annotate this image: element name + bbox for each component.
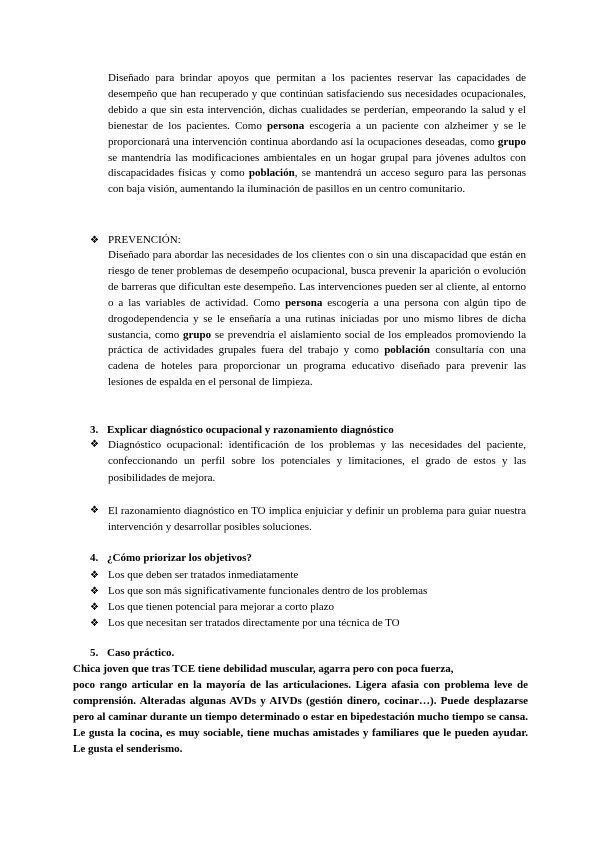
diamond-bullet-icon: ❖: [90, 439, 99, 450]
section-4-heading: 4. ¿Cómo priorizar los objetivos?: [90, 552, 252, 564]
diamond-bullet-icon: ❖: [90, 235, 99, 246]
diamond-bullet-icon: ❖: [90, 505, 99, 516]
list-item: ❖ Los que deben ser tratados inmediatamente: [90, 567, 298, 584]
section-3-heading: 3. Explicar diagnóstico ocupacional y razonamiento diagnóstico: [90, 424, 394, 436]
case-line-1: Chica joven que tras TCE tiene debilidad muscular, agarra pero con poca fuerza,: [73, 663, 454, 675]
bold-grupo-2: grupo: [183, 328, 212, 341]
diamond-bullet-icon: ❖: [90, 586, 99, 597]
bold-poblacion-2: población: [384, 344, 431, 357]
razonamiento-bullet: El razonamiento diagnóstico en TO implica enjuiciar y definir un problema para guiar nuestra intervención y desarrollar posibles soluciones.: [108, 505, 526, 534]
case-paragraph: poco rango articular en la mayoría de las articulaciones. Ligera afasia con problema leve de comprensión. Alteradas algunas AVDs y AIVDs (gestión dinero, cocinar…). Puede desplazarse pero al caminar durante un tiempo determinado o estar en bipedestación mucho tiempo se cansa.: [73, 679, 528, 724]
diamond-bullet-icon: ❖: [90, 570, 99, 581]
case-text: [73, 661, 528, 758]
mantenimiento-paragraph: Diseñado para brindar apoyos que permitan a los pacientes reservar las capacidades de desempeño que han recuperado y que continúan satisfaciendo sus necesidades ocupacionales, debido a que sin esta intervención, dichas cualidades se perderían, empeorando la salud y el bienestar de los pacientes. Como persona escogería a un paciente con alzheimer y se le proporcionará una intervención continua abordando así la ocupaciones deseadas, como grupo se mantendría las modificaciones ambientales en un hogar grupal para jóvenes adultos con discapacidades físicas y como población, se mantendrá un acceso seguro para las personas con baja visión, aumentando la iluminación de pasillos en un centro comunitario.: [108, 72, 527, 196]
diamond-bullet-icon: ❖: [90, 602, 99, 613]
bold-grupo: grupo: [497, 135, 526, 148]
section-5-heading: 5. Caso práctico.: [90, 647, 175, 659]
diamond-bullet-icon: ❖: [90, 618, 99, 629]
bold-persona: persona: [266, 119, 305, 132]
bold-poblacion: población: [248, 167, 295, 180]
list-item: ❖ Los que son más significativamente funcionales dentro de los problemas: [90, 583, 427, 600]
case-paragraph-2: Le gusta la cocina, es muy sociable, tiene muchas amistades y familiares que le pueden ayudar. Le gusta el senderismo.: [73, 727, 528, 756]
bold-persona-2: persona: [285, 296, 323, 309]
list-item: ❖ Los que necesitan ser tratados directamente por una técnica de TO: [90, 615, 400, 632]
list-item: ❖ Los que tienen potencial para mejorar a corto plazo: [90, 599, 334, 616]
diagnostico-bullet: Diagnóstico ocupacional: identificación de los problemas y las necesidades del paciente, confeccionando un perfil sobre los potenciales y limitaciones, el grado de estos y las posibilidades de mejora.: [108, 439, 526, 484]
prevencion-paragraph: Diseñado para abordar las necesidades de los clientes con o sin una discapacidad que están en riesgo de tener problemas de desempeño ocupacional, busca prevenir la aparición o evolución de barreras que dificultan este desempeño. Las intervenciones pueden ser al cliente, al entorno o a las variables de actividad. Como persona escogería a una persona con algún tipo de drogodependencia y se le enseñaría a una rutinas iniciadas por uno mismo libres de dicha sustancia, como grupo se prevendría el aislamiento social de los empleados promoviendo la práctica de actividades grupales fuera del trabajo y como población consultaría con una cadena de hoteles para proporcionar un programa educativo diseñado para prevenir las lesiones de espalda en el personal de limpieza.: [108, 249, 526, 389]
prevencion-heading: ❖ PREVENCIÓN:: [90, 232, 181, 249]
